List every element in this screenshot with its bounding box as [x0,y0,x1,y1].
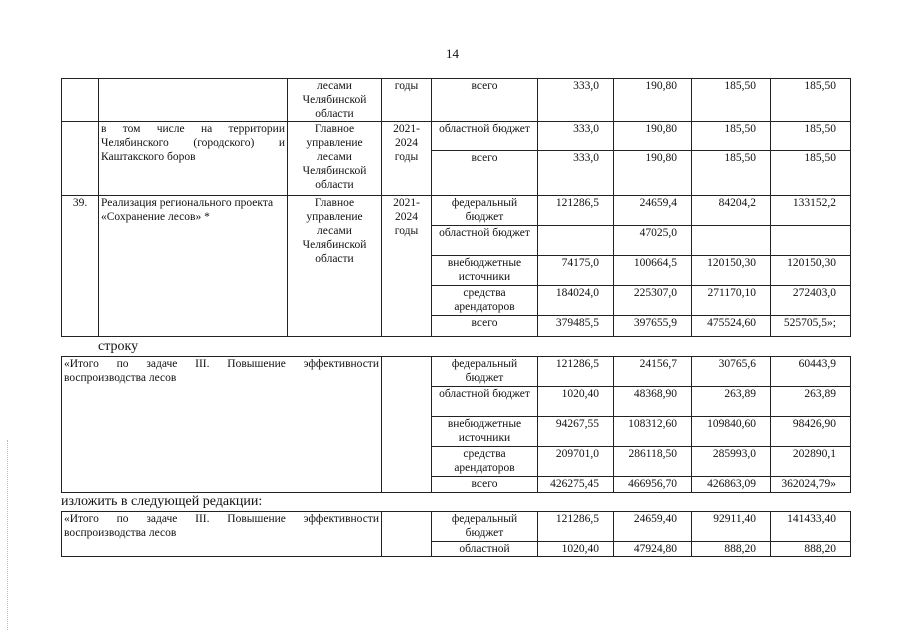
table-row [62,79,851,122]
item-name-cell: в том числе на территории Челябинского (городского) и Каштакского боров [99,122,288,196]
value-cell: 190,80 [614,122,692,151]
period-cell: годы [382,79,432,122]
value-cell: 525705,5»; [771,316,851,337]
source-cell: федеральный бюджет [432,357,538,387]
value-cell: 184024,0 [538,286,614,316]
label-row: строку [98,339,139,354]
value-cell: 24156,7 [614,357,692,387]
source-cell: федеральный бюджет [432,196,538,226]
source-cell: областной [432,542,538,557]
source-cell: областной бюджет [432,226,538,256]
table-row [62,357,851,387]
value-cell: 48368,90 [614,387,692,417]
value-cell: 209701,0 [538,447,614,477]
responsible-cell: Главное управление лесами Челябинской области [288,122,382,196]
value-cell: 397655,9 [614,316,692,337]
value-cell: 24659,40 [614,512,692,542]
source-cell: внебюджетные источники [432,417,538,447]
period-cell: 2021-2024 годы [382,122,432,196]
source-cell: всего [432,477,538,493]
source-cell: средства арендаторов [432,286,538,316]
source-cell: всего [432,316,538,337]
value-cell: 98426,90 [771,417,851,447]
value-cell: 333,0 [538,79,614,122]
source-cell: внебюджетные источники [432,256,538,286]
value-cell: 185,50 [692,122,771,151]
value-cell: 286118,50 [614,447,692,477]
table-row [62,196,851,226]
source-cell: всего [432,79,538,122]
value-cell: 92911,40 [692,512,771,542]
value-cell: 121286,5 [538,512,614,542]
value-cell: 185,50 [692,79,771,122]
value-cell: 225307,0 [614,286,692,316]
value-cell: 121286,5 [538,357,614,387]
label-edit: изложить в следующей редакции: [61,494,263,509]
value-cell: 888,20 [771,542,851,557]
value-cell: 30765,6 [692,357,771,387]
source-cell: федеральный бюджет [432,512,538,542]
value-cell: 133152,2 [771,196,851,226]
value-cell: 426275,45 [538,477,614,493]
value-cell: 100664,5 [614,256,692,286]
value-cell: 24659,4 [614,196,692,226]
value-cell: 84204,2 [692,196,771,226]
value-cell: 285993,0 [692,447,771,477]
value-cell: 202890,1 [771,447,851,477]
value-cell: 379485,5 [538,316,614,337]
value-cell: 185,50 [771,151,851,196]
value-cell: 263,89 [692,387,771,417]
source-cell: областной бюджет [432,387,538,417]
value-cell: 1020,40 [538,387,614,417]
source-cell: всего [432,151,538,196]
row-number-cell: 39. [62,196,99,337]
responsible-cell: Главное управление лесами Челябинской области [288,196,382,337]
value-cell: 74175,0 [538,256,614,286]
value-cell: 271170,10 [692,286,771,316]
responsible-cell: лесами Челябинской области [288,79,382,122]
item-name-cell: «Итого по задаче III. Повышение эффективности воспроизводства лесов [62,357,382,493]
period-cell: 2021-2024 годы [382,196,432,337]
value-cell: 141433,40 [771,512,851,542]
value-cell: 888,20 [692,542,771,557]
value-cell: 185,50 [771,122,851,151]
value-cell: 47025,0 [614,226,692,256]
item-name-cell: «Итого по задаче III. Повышение эффективности воспроизводства лесов [62,512,382,557]
value-cell: 108312,60 [614,417,692,447]
source-cell: средства арендаторов [432,447,538,477]
value-cell: 362024,79» [771,477,851,493]
value-cell: 333,0 [538,151,614,196]
table-row [62,512,851,542]
value-cell: 190,80 [614,151,692,196]
value-cell: 60443,9 [771,357,851,387]
value-cell: 94267,55 [538,417,614,447]
value-cell [692,226,771,256]
value-cell: 120150,30 [771,256,851,286]
value-cell [771,226,851,256]
value-cell: 1020,40 [538,542,614,557]
value-cell: 426863,09 [692,477,771,493]
value-cell: 47924,80 [614,542,692,557]
page-number: 14 [446,46,459,61]
value-cell: 475524,60 [692,316,771,337]
value-cell: 120150,30 [692,256,771,286]
value-cell: 333,0 [538,122,614,151]
scan-edge [7,440,9,630]
value-cell [538,226,614,256]
value-cell: 185,50 [692,151,771,196]
value-cell: 185,50 [771,79,851,122]
totals-table-new [61,511,851,557]
value-cell: 190,80 [614,79,692,122]
item-name-cell: Реализация регионального проекта «Сохранение лесов» * [99,196,288,337]
value-cell: 466956,70 [614,477,692,493]
value-cell: 272403,0 [771,286,851,316]
value-cell: 263,89 [771,387,851,417]
table-row [62,122,851,151]
value-cell: 121286,5 [538,196,614,226]
totals-table-old [61,356,851,493]
value-cell: 109840,60 [692,417,771,447]
source-cell: областной бюджет [432,122,538,151]
program-table-top [61,78,851,337]
